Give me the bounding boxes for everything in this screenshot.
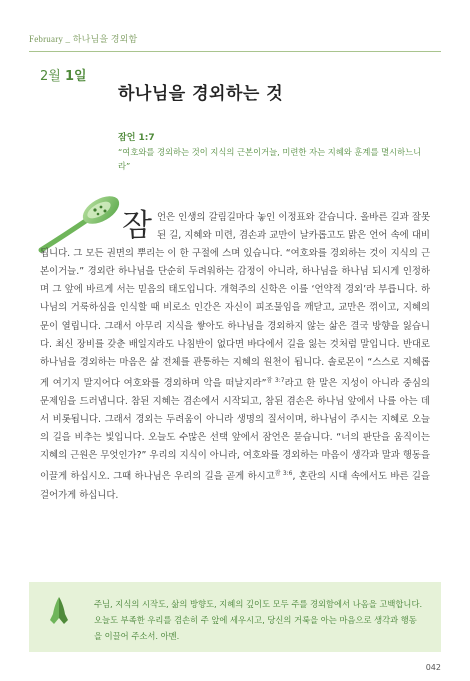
running-header [29,32,441,52]
reference-note: 잠 3:7 [266,376,285,384]
date-month: 2월 [40,69,61,84]
verse-text: “여호와를 경외하는 것이 지식의 근본이거늘, 미련한 자는 지혜와 훈계를 멸시하느니라” [118,147,422,171]
scripture-reference: 잠언 1:7 [118,133,155,143]
running-title: February _ 하나님을 경외함 [29,34,138,44]
prayer-text: 주님, 지식의 시작도, 삶의 방향도, 지혜의 깊이도 모두 주를 경외함에서 나옴을 고백합니다. 오늘도 부족한 우리를 겸손히 주 앞에 세우시고, 당신의 거룩을 아는 마음으로 생각과 행동을 이끌어 주소서. 아멘. [94,599,423,641]
body-paragraph-continued: 라고 한 말은 지성이 아니라 중심의 문제임을 드러냅니다. 참된 지혜는 겸손에서 시작되고, 참된 겸손은 하나님 앞에서 나를 아는 데서 비롯됩니다. 그래서 경외는 두려움이 아니라 생명의 질서이며, 하나님이 주시는 지혜로 오늘의 길을 비추는 빛입니다. 오늘도 수많은 선택 앞에서 잠언은 묻습니다. “너의 판단을 움직이는 지혜의 근원은 무엇인가?” 우리의 지식이 아니라, 여호와를 경외하는 마음이 생각과 말과 행동을 이끌게 하십시오. 그때 하나님은 우리의 길을 곧게 하시고 [40,377,430,483]
page-number: 042 [425,663,441,672]
date-day: 1일 [64,69,87,84]
praying-hands-icon [42,594,76,628]
drop-cap: 잠 [122,208,152,244]
page-title: 하나님을 경외하는 것 [118,84,284,104]
header-divider [29,51,441,52]
reference-note: 잠 3:6 [274,470,293,478]
body-paragraph: 언은 인생의 갈림길마다 놓인 이정표와 같습니다. 올바른 길과 잘못된 길, 지혜와 미련, 겸손과 교만이 날카롭고도 맑은 언어 속에 대비됩니다. 그 모든 권면의 뿌리는 이 한 구절에 스며 있습니다. “여호와를 경외하는 것이 지식의 근본이거늘.” 경외란 하나님을 단순히 두려워하는 감정이 아니라, 하나님을 하나님 되시게 인정하며 그 앞에 바르게 서는 믿음의 태도입니다. 개혁주의 신학은 이를 ‘언약적 경외’라 부릅니다. 하나님의 거룩하심을 인식할 때 비로소 인간은 자신이 피조물임을 깨닫고, 교만은 꺾이고, 지혜의 문이 열립니다. 그래서 아무리 지식을 쌓아도 하나님을 경외하지 않는 삶은 결국 방향을 잃습니다. 최신 장비를 갖춘 배일지라도 나침반이 없다면 바다에서 길을 잃는 것처럼 말입니다. 반대로 하나님을 경외하는 마음은 삶 전체를 관통하는 지혜의 원천이 됩니다. 솔로몬이 “스스로 지혜롭게 여기지 말지어다 여호와를 경외하며 악을 떠날지라” [40,212,430,389]
entry-date [40,65,87,84]
body-paragraph-end: , 혼란의 시대 속에서도 바른 길을 걸어가게 하십니다. [40,471,430,501]
devotional-body [40,209,430,505]
